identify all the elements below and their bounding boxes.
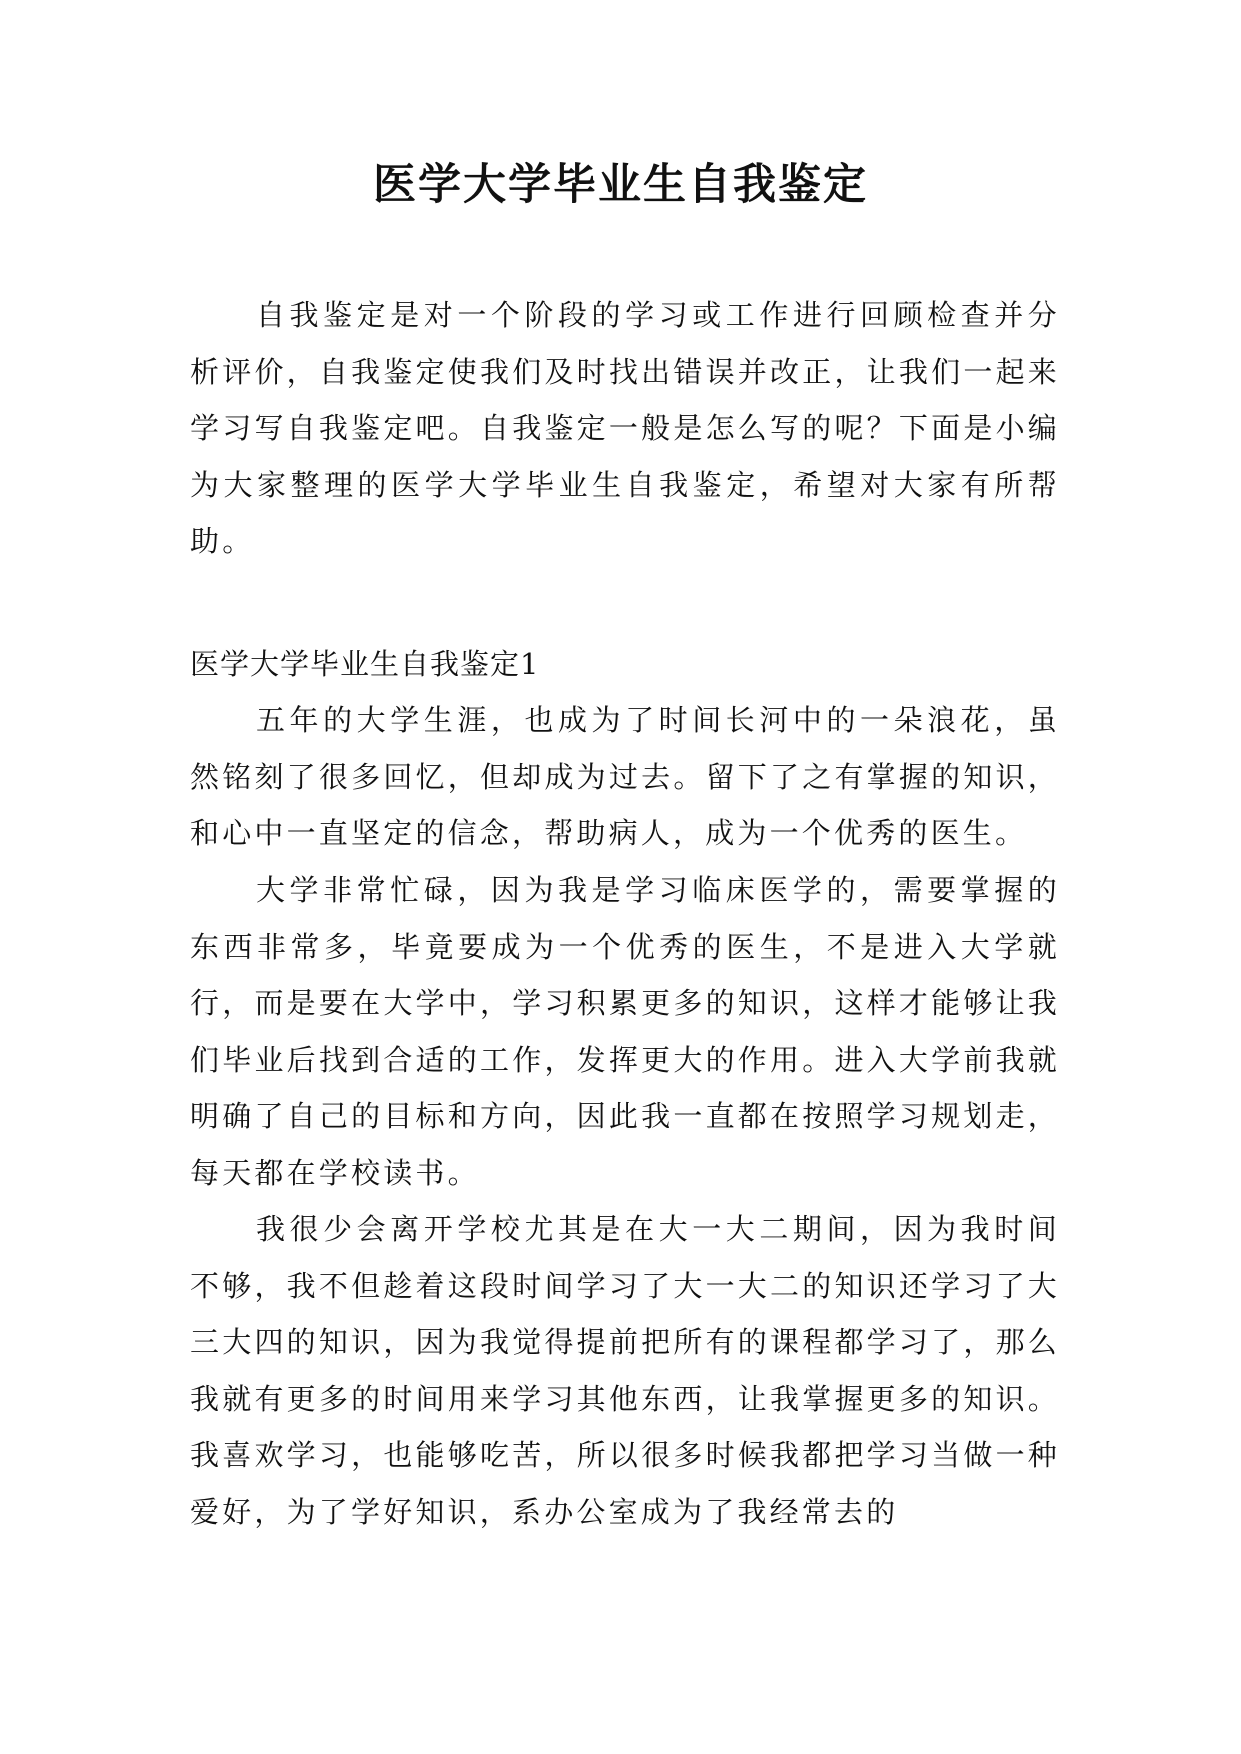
body-paragraph-1: 五年的大学生涯，也成为了时间长河中的一朵浪花，虽然铭刻了很多回忆，但却成为过去。留下了之有掌握的知识，和心中一直坚定的信念，帮助病人，成为一个优秀的医生。 (190, 703, 1060, 850)
section-heading: 医学大学毕业生自我鉴定1 (190, 647, 540, 681)
body-paragraph-2: 大学非常忙碌，因为我是学习临床医学的，需要掌握的东西非常多，毕竟要成为一个优秀的医生，不是进入大学就行，而是要在大学中，学习积累更多的知识，这样才能够让我们毕业后找到合适的工作，发挥更大的作用。进入大学前我就明确了自己的目标和方向，因此我一直都在按照学习规划走，每天都在学校读书。 (190, 873, 1060, 1190)
intro-paragraph: 自我鉴定是对一个阶段的学习或工作进行回顾检查并分析评价，自我鉴定使我们及时找出错误并改正，让我们一起来学习写自我鉴定吧。自我鉴定一般是怎么写的呢？下面是小编为大家整理的医学大学毕业生自我鉴定，希望对大家有所帮助。 (190, 298, 1060, 558)
body-paragraph-3: 我很少会离开学校尤其是在大一大二期间，因为我时间不够，我不但趁着这段时间学习了大一大二的知识还学习了大三大四的知识，因为我觉得提前把所有的课程都学习了，那么我就有更多的时间用来学习其他东西，让我掌握更多的知识。我喜欢学习，也能够吃苦，所以很多时候我都把学习当做一种爱好，为了学好知识，系办公室成为了我经常去的 (190, 1212, 1060, 1529)
document-title: 医学大学毕业生自我鉴定 (373, 160, 868, 210)
